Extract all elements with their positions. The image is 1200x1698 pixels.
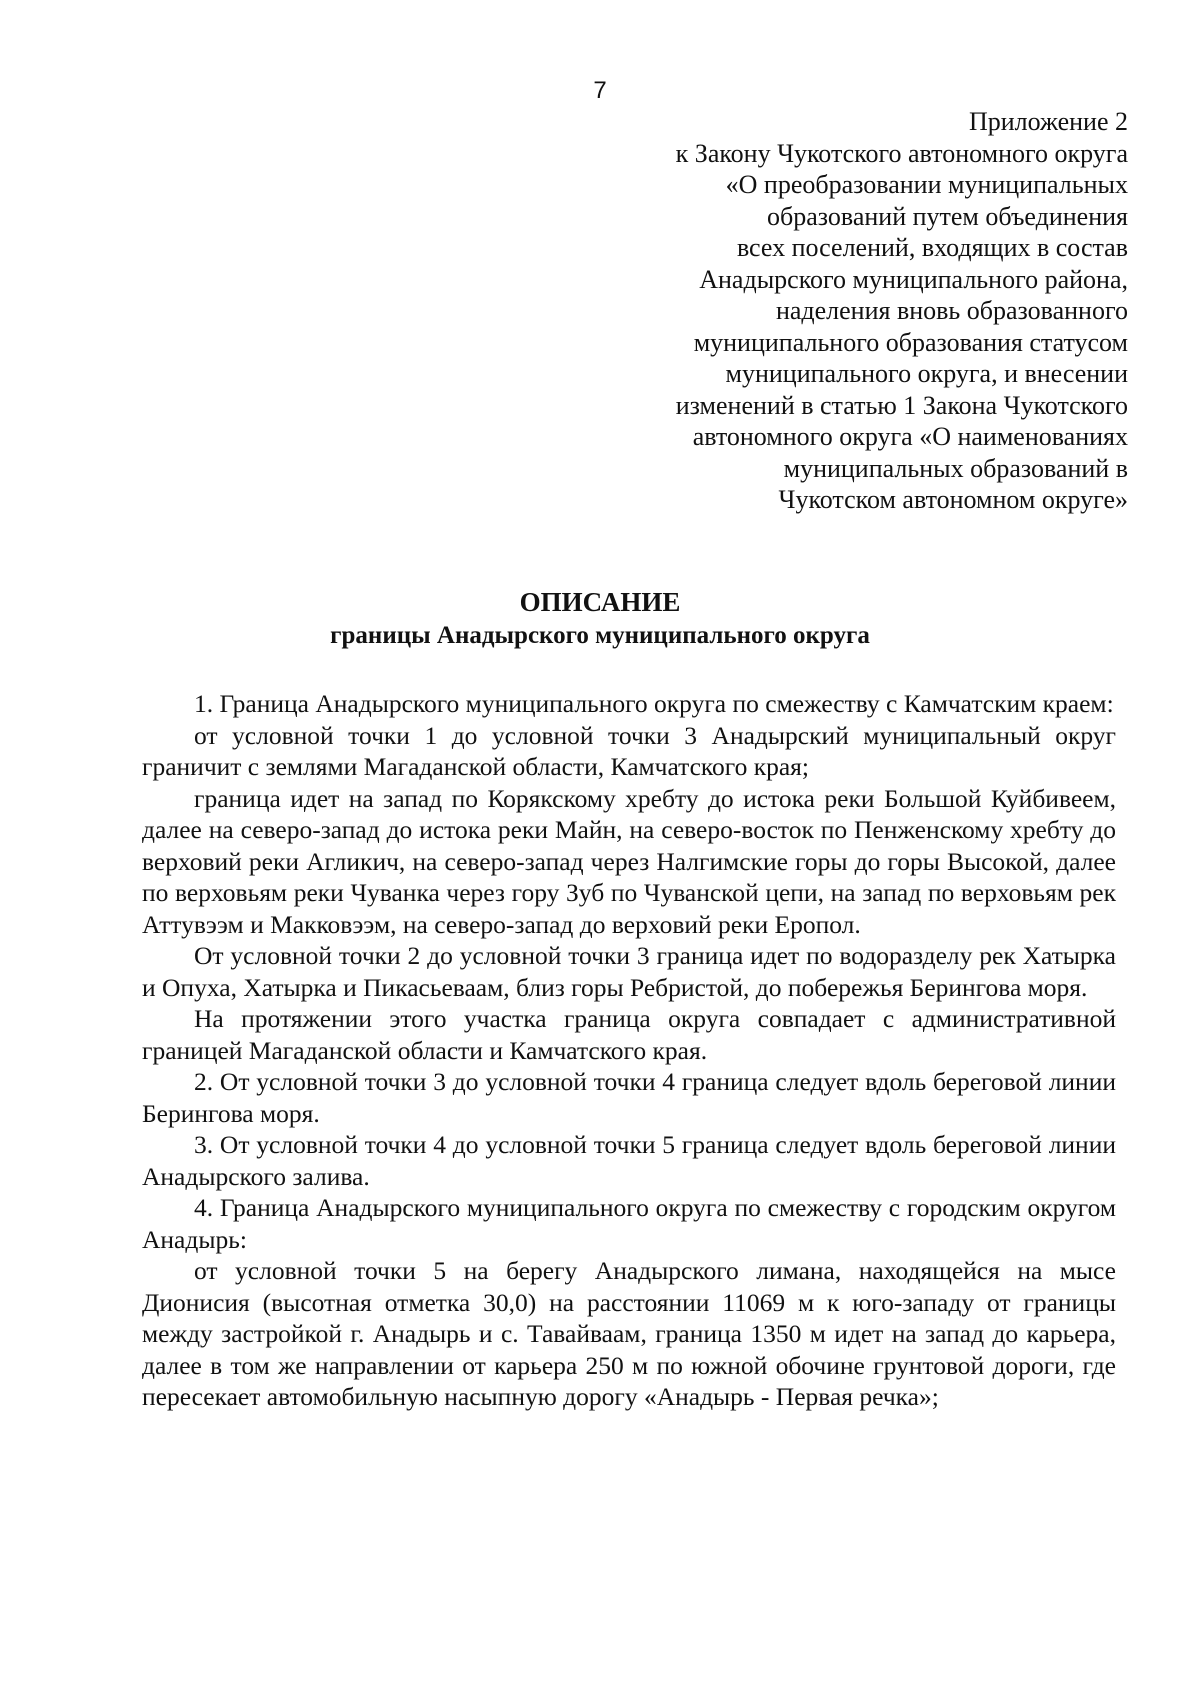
annex-line: Чукотском автономном округе» (778, 485, 1128, 514)
document-body (142, 688, 1116, 1413)
annex-line: наделения вновь образованного (775, 296, 1128, 325)
body-paragraph: 2. От условной точки 3 до условной точки 4 граница следует вдоль береговой линии Берингова моря. (142, 1067, 1116, 1128)
annex-line: Анадырского муниципального района, (699, 264, 1128, 294)
body-paragraph: от условной точки 5 на берегу Анадырского лимана, находящейся на мысе Дионисия (высотная отметка 30,0) на расстоянии 11069 м к юго-западу от границы между застройкой г. Анадырь и с. Тавайваам, граница 1350 м идет на запад до карьера, далее в том же направлении от карьера 250 м по южной обочине грунтовой дороги, где пересекает автомобильную насыпную дорогу «Анадырь - Первая речка»; (142, 1256, 1116, 1411)
annex-line: муниципального округа, и внесении (725, 359, 1128, 388)
page-number: 7 (593, 77, 607, 104)
annex-header (508, 106, 1128, 516)
annex-line: муниципальных образований в (783, 453, 1128, 483)
annex-line: Приложение 2 (968, 107, 1128, 136)
annex-line: «О преобразовании муниципальных (725, 170, 1128, 199)
body-paragraph: 3. От условной точки 4 до условной точки 5 граница следует вдоль береговой линии Анадырского залива. (142, 1130, 1116, 1191)
annex-line: муниципального образования статусом (693, 327, 1128, 357)
document-subtitle: границы Анадырского муниципального округа (330, 622, 870, 649)
body-paragraph: 4. Граница Анадырского муниципального округа по смежеству с городским округом Анадырь: (142, 1193, 1116, 1254)
body-paragraph: От условной точки 2 до условной точки 3 граница идет по водоразделу рек Хатырка и Опуха, Хатырка и Пикасьеваам, близ горы Ребристой, до побережья Берингова моря. (142, 941, 1116, 1002)
document-title: ОПИСАНИЕ (519, 587, 681, 617)
annex-line: к Закону Чукотского автономного округа (675, 138, 1128, 168)
annex-line: изменений в статью 1 Закона Чукотского (675, 390, 1128, 420)
document-heading (0, 585, 1200, 653)
annex-line: образований путем объединения (767, 201, 1128, 231)
annex-line: всех поселений, входящих в состав (736, 233, 1128, 262)
body-paragraph: граница идет на запад по Корякскому хребту до истока реки Большой Куйбивеем, далее на северо-запад до истока реки Майн, на северо-восток по Пенженскому хребту до верховий реки Агликич, на северо-запад через Налгимские горы до горы Высокой, далее по верховьям реки Чуванка через гору Зуб по Чуванской цепи, на запад по верховьям рек Аттувээм и Макковээм, на северо-запад до верховий реки Еропол. (142, 783, 1116, 939)
body-paragraph: На протяжении этого участка граница округа совпадает с административной границей Магаданской области и Камчатского края. (142, 1004, 1116, 1065)
body-paragraph: 1. Граница Анадырского муниципального округа по смежеству с Камчатским краем: (194, 689, 1114, 718)
annex-line: автономного округа «О наименованиях (692, 422, 1128, 451)
body-paragraph: от условной точки 1 до условной точки 3 Анадырский муниципальный округ граничит с землями Магаданской области, Камчатского края; (142, 720, 1116, 781)
